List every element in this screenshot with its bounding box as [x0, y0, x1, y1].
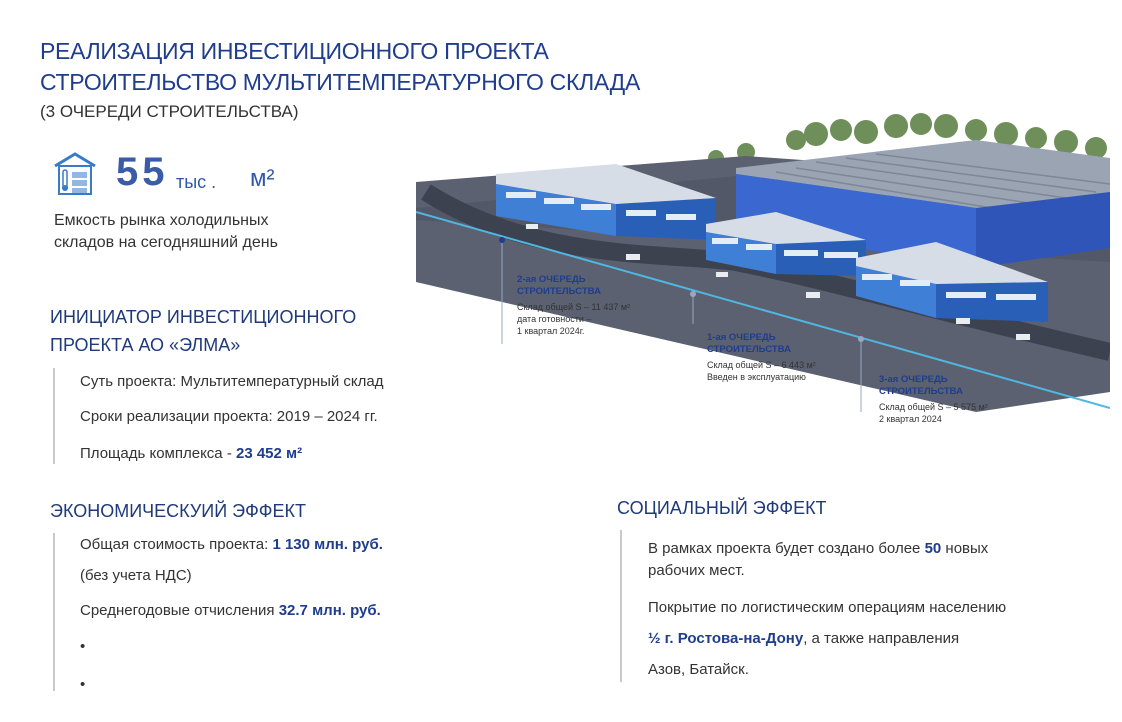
phase-3-caption: 3-ая ОЧЕРЕДЬ СТРОИТЕЛЬСТВА Склад общей S – 5 575 м² 2 квартал 2024: [879, 374, 988, 424]
empty-bullet-1: •: [80, 638, 86, 655]
social-divider: [620, 530, 622, 682]
kpi-unit-area: м²: [250, 165, 275, 192]
project-cost: Общая стоимость проекта: 1 130 млн. руб.: [80, 536, 383, 553]
kpi-desc-line-1: Емкость рынка холодильных: [54, 212, 269, 229]
initiator-title: ИНИЦИАТОР ИНВЕСТИЦИОННОГО ПРОЕКТА АО «ЭЛМА»: [50, 307, 357, 355]
economic-divider: [53, 533, 55, 691]
kpi-description: [54, 210, 314, 254]
kpi-desc-line-2: складов на сегодняшний день: [54, 234, 278, 251]
initiator-divider: [53, 368, 55, 464]
title-line-2: СТРОИТЕЛЬСТВО МУЛЬТИТЕМПЕРАТУРНОГО СКЛАДА: [40, 69, 640, 95]
complex-area: Площадь комплекса - 23 452 м²: [80, 445, 303, 462]
kpi-number: 55: [116, 150, 169, 194]
phase-3-marker: [858, 336, 864, 342]
title-line-1: РЕАЛИЗАЦИЯ ИНВЕСТИЦИОННОГО ПРОЕКТА: [40, 38, 549, 64]
phase-1-marker: [690, 291, 696, 297]
page-title: [40, 36, 640, 98]
cost-note: (без учета НДС): [80, 567, 192, 584]
empty-bullet-2: •: [80, 676, 86, 693]
cold-warehouse-icon: [52, 152, 98, 196]
phase-2-caption: 2-ая ОЧЕРЕДЬ СТРОИТЕЛЬСТВА Склад общей S – 11 437 м² дата готовности – 1 квартал 2024г.: [517, 274, 631, 336]
phase-1-caption: 1-ая ОЧЕРЕДЬ СТРОИТЕЛЬСТВА Склад общей S – 6 443 м² Введен в эксплуатацию: [707, 332, 816, 382]
new-jobs: В рамках проекта будет создано более 50 новых рабочих мест.: [648, 540, 989, 579]
project-essence: Суть проекта: Мультитемпературный склад: [80, 373, 384, 390]
page-subtitle: (3 ОЧЕРЕДИ СТРОИТЕЛЬСТВА): [40, 102, 299, 121]
logistics-coverage: Покрытие по логистическим операциям населению ½ г. Ростова-на-Дону, а также направления Азов, Батайск.: [648, 599, 1007, 678]
kpi-unit: тыс .: [176, 172, 217, 192]
phase-2-marker: [499, 237, 505, 243]
economic-title: ЭКОНОМИЧЕСКУИЙ ЭФФЕКТ: [50, 501, 306, 521]
annual-deductions: Среднегодовые отчисления 32.7 млн. руб.: [80, 602, 381, 619]
social-title: СОЦИАЛЬНЫЙ ЭФФЕКТ: [617, 498, 827, 518]
project-terms: Сроки реализации проекта: 2019 – 2024 гг.: [80, 408, 378, 425]
